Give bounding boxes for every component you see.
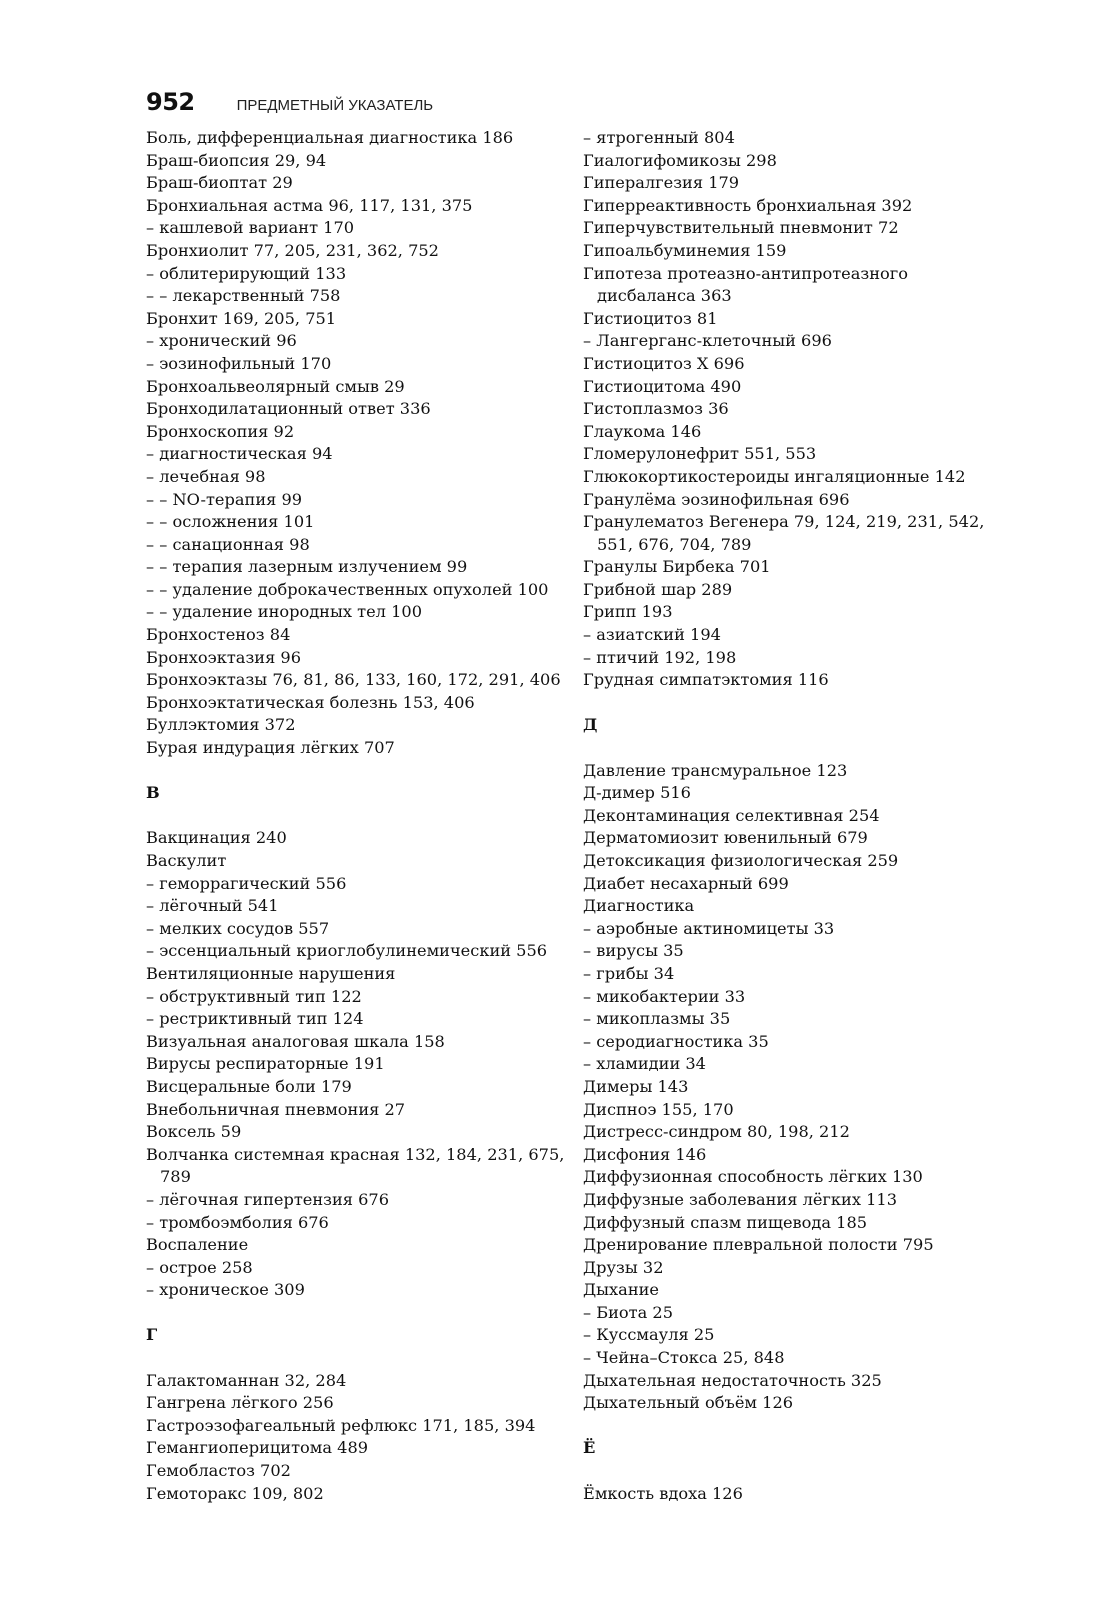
index-entry: Грипп 193 [583, 602, 673, 622]
index-entry: – – NO-терапия 99 [146, 489, 303, 509]
index-entry: Бронхиолит 77, 205, 231, 362, 752 [146, 240, 439, 260]
index-entry: Гранулёма эозинофильная 696 [583, 489, 850, 509]
index-section-v [146, 827, 566, 1301]
index-entry: Гемоторакс 109, 802 [146, 1483, 324, 1503]
index-entry: Глюкокортикостероиды ингаляционные 142 [583, 466, 966, 486]
index-entry: – обструктивный тип 122 [146, 986, 362, 1006]
index-entry: Воксель 59 [146, 1122, 242, 1142]
index-entry: Бурая индурация лёгких 707 [146, 738, 395, 758]
index-entry: Бронхоэктазия 96 [146, 647, 302, 667]
index-entry: Гранулематоз Вегенера 79, 124, 219, 231, 542, 551, 676, 704, 789 [583, 512, 985, 554]
index-entry: Диффузионная способность лёгких 130 [583, 1167, 923, 1187]
index-entry: Гемангиоперицитома 489 [146, 1438, 369, 1458]
index-entry: – вирусы 35 [583, 941, 684, 961]
index-entry: – – лекарственный 758 [146, 286, 341, 306]
index-entry: – диагностическая 94 [146, 444, 333, 464]
index-entry: Волчанка системная красная 132, 184, 231, 675, 789 [146, 1144, 565, 1187]
index-entry: – хронический 96 [146, 331, 297, 351]
index-entry: Гипералгезия 179 [583, 173, 740, 193]
index-entry: – – санационная 98 [146, 534, 310, 554]
index-entry: – – осложнения 101 [146, 512, 315, 532]
index-entry: – Чейна–Стокса 25, 848 [583, 1348, 785, 1368]
index-entry: Гистиоцитоз X 696 [583, 353, 745, 373]
index-entry: Глаукома 146 [583, 421, 702, 441]
index-entry: Дренирование плевральной полости 795 [583, 1235, 934, 1255]
index-entry: Диагностика [583, 896, 695, 916]
running-head: ПРЕДМЕТНЫЙ УКАЗАТЕЛЬ [236, 97, 434, 114]
index-entry: Васкулит [146, 851, 227, 870]
index-entry: Бронхостеноз 84 [146, 625, 291, 645]
index-entry: Гиперреактивность бронхиальная 392 [583, 195, 913, 215]
index-entry: Вакцинация 240 [146, 828, 287, 848]
index-column-right [583, 127, 1003, 1505]
index-entry: Дистресс-синдром 80, 198, 212 [583, 1122, 850, 1142]
index-entry: – лечебная 98 [146, 466, 266, 486]
index-entry: – эссенциальный криоглобулинемический 556 [146, 941, 548, 961]
index-entry: Бронхоэктазы 76, 81, 86, 133, 160, 172, 291, 406 [146, 670, 561, 690]
index-entry: Бронхиальная астма 96, 117, 131, 375 [146, 195, 473, 215]
index-entry: Гипоальбуминемия 159 [583, 240, 787, 260]
index-entry: Дерматомиозит ювенильный 679 [583, 828, 868, 848]
index-entry: – облитерирующий 133 [146, 263, 347, 283]
index-entry: Гангрена лёгкого 256 [146, 1393, 334, 1413]
index-entry: – мелких сосудов 557 [146, 918, 330, 938]
index-entry: Вирусы респираторные 191 [146, 1054, 385, 1074]
index-entry: Гистоплазмоз 36 [583, 399, 729, 419]
index-entry: – лёгочная гипертензия 676 [146, 1189, 390, 1209]
index-entry: – – удаление инородных тел 100 [146, 602, 422, 622]
index-entry: – серодиагностика 35 [583, 1031, 769, 1051]
index-entry: Димеры 143 [583, 1076, 689, 1096]
index-entry: Диффузный спазм пищевода 185 [583, 1212, 868, 1232]
index-entry: Боль, дифференциальная диагностика 186 [146, 128, 514, 147]
index-entry: Висцеральные боли 179 [146, 1076, 352, 1096]
index-entry: Визуальная аналоговая шкала 158 [146, 1031, 445, 1051]
index-entry: – Лангерганс-клеточный 696 [583, 331, 832, 351]
index-entry: – эозинофильный 170 [146, 353, 332, 373]
index-section-g-left [146, 1370, 566, 1506]
index-entry: – – удаление доброкачественных опухолей 100 [146, 579, 549, 599]
index-entry: – хроническое 309 [146, 1280, 305, 1300]
index-entry: Браш-биоптат 29 [146, 173, 293, 193]
index-entry: – азиатский 194 [583, 625, 721, 645]
index-entry: Дисфония 146 [583, 1144, 707, 1164]
index-entry: Друзы 32 [583, 1257, 664, 1277]
index-entry: – – терапия лазерным излучением 99 [146, 557, 468, 577]
index-entry: Диабет несахарный 699 [583, 873, 789, 893]
index-entry: Диффузные заболевания лёгких 113 [583, 1189, 897, 1209]
index-entry: – лёгочный 541 [146, 896, 279, 916]
index-entry: – аэробные актиномицеты 33 [583, 918, 835, 938]
index-entry: Давление трансмуральное 123 [583, 760, 848, 780]
index-entry: Буллэктомия 372 [146, 715, 296, 735]
index-entry: Деконтаминация селективная 254 [583, 805, 880, 825]
index-entry: Гипотеза протеазно-антипротеазного дисбаланса 363 [583, 263, 908, 306]
letter-heading-g: Г [146, 1325, 158, 1345]
index-entry: – микоплазмы 35 [583, 1009, 731, 1029]
index-entry: Бронходилатационный ответ 336 [146, 399, 431, 419]
index-section-g-right [583, 127, 1003, 692]
index-entry: Д-димер 516 [583, 783, 691, 803]
index-entry: Гистиоцитоз 81 [583, 308, 718, 328]
index-entry: Детоксикация физиологическая 259 [583, 851, 899, 870]
index-entry: Вентиляционные нарушения [146, 963, 396, 983]
index-entry: Гиперчувствительный пневмонит 72 [583, 218, 899, 238]
index-entry: – кашлевой вариант 170 [146, 218, 355, 238]
index-entry: – микобактерии 33 [583, 986, 746, 1006]
index-entry: Гистиоцитома 490 [583, 376, 742, 396]
index-entry: Гемобластоз 702 [146, 1461, 291, 1481]
index-column-left [146, 127, 566, 1505]
index-entry: Галактоманнан 32, 284 [146, 1370, 347, 1390]
index-entry: – Биота 25 [583, 1302, 674, 1322]
index-entry: Бронхоскопия 92 [146, 421, 295, 441]
index-entry: – Куссмауля 25 [583, 1325, 715, 1345]
index-entry: Дыхательный объём 126 [583, 1393, 794, 1413]
index-entry: Внебольничная пневмония 27 [146, 1099, 406, 1119]
index-entry: Гранулы Бирбека 701 [583, 557, 771, 577]
letter-heading-v: В [146, 783, 160, 803]
index-entry: Гломерулонефрит 551, 553 [583, 444, 817, 464]
index-entry: Дыхание [583, 1280, 659, 1300]
index-entry: – острое 258 [146, 1257, 253, 1277]
index-section-d [583, 760, 1003, 1415]
page-header [146, 88, 433, 118]
index-entry: Воспаление [146, 1235, 249, 1255]
page-number: 952 [146, 88, 195, 116]
letter-heading-yo: Ё [583, 1438, 596, 1458]
index-entry: Дыхательная недостаточность 325 [583, 1370, 882, 1390]
index-entry: Бронхоальвеолярный смыв 29 [146, 376, 405, 396]
index-entry: Гиалогифомикозы 298 [583, 150, 777, 170]
index-entry: Бронхит 169, 205, 751 [146, 308, 337, 328]
index-entry: Диспноэ 155, 170 [583, 1099, 734, 1119]
index-entry: – грибы 34 [583, 963, 675, 983]
index-entry: Ёмкость вдоха 126 [583, 1483, 743, 1503]
index-section-yo [583, 1483, 1003, 1506]
index-entry: – ятрогенный 804 [583, 128, 735, 147]
index-entry: – тромбоэмболия 676 [146, 1212, 329, 1232]
index-entry: Грудная симпатэктомия 116 [583, 670, 829, 690]
index-entry: Бронхоэктатическая болезнь 153, 406 [146, 692, 475, 712]
index-entry: Браш-биопсия 29, 94 [146, 150, 327, 170]
letter-heading-d: Д [583, 715, 598, 735]
index-entry: – рестриктивный тип 124 [146, 1009, 364, 1029]
index-section-b [146, 127, 566, 760]
index-entry: – птичий 192, 198 [583, 647, 737, 667]
index-entry: Гастроэзофагеальный рефлюкс 171, 185, 394 [146, 1415, 536, 1435]
index-entry: Грибной шар 289 [583, 579, 733, 599]
index-entry: – хламидии 34 [583, 1054, 706, 1074]
index-entry: – геморрагический 556 [146, 873, 347, 893]
